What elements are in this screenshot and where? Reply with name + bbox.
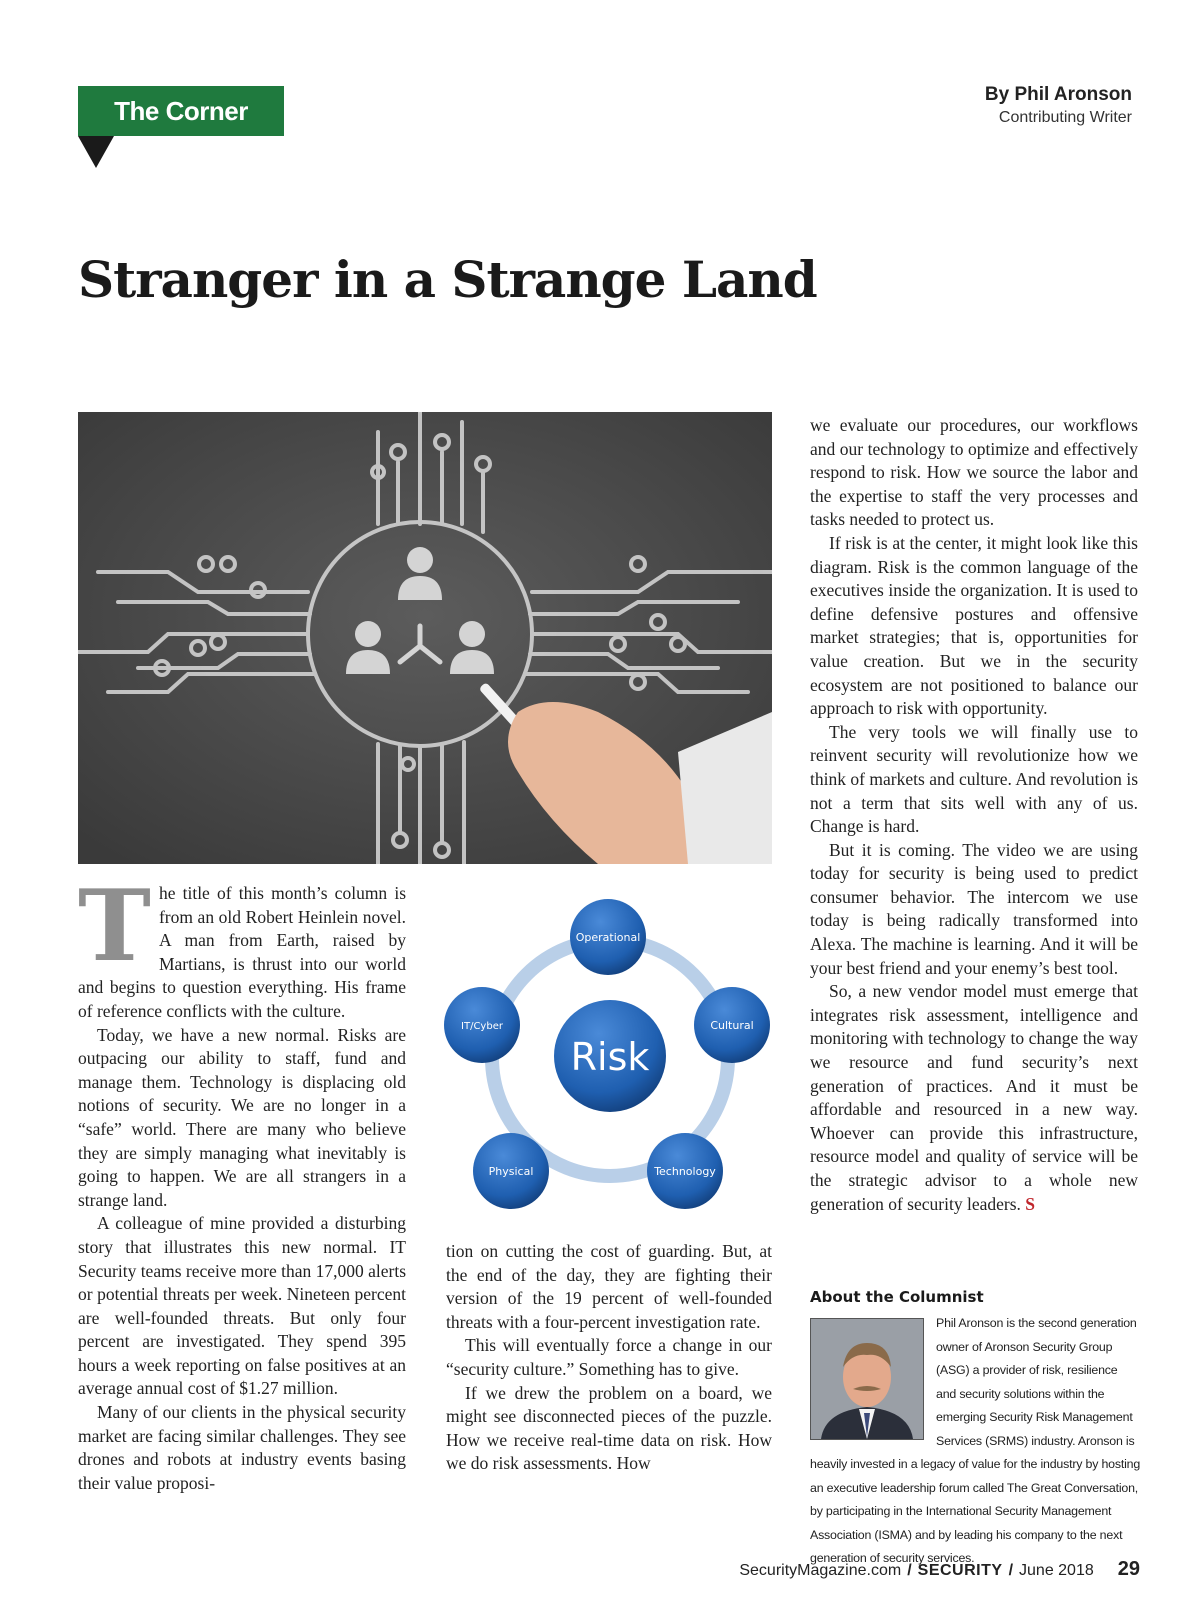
article-title: Stranger in a Strange Land — [78, 250, 817, 309]
footer-date: June 2018 — [1019, 1562, 1094, 1579]
footer-separator: / — [907, 1562, 912, 1579]
byline — [985, 84, 1132, 127]
paragraph: Many of our clients in the physical security market are facing similar challenges. They see drones and robots at industry events basing their value proposi- — [78, 1402, 406, 1493]
paragraph: tion on cutting the cost of guarding. But, at the end of the day, they are fighting their version of the 19 percent of well-founded threats with a four-percent investigation rate. — [446, 1241, 772, 1332]
paragraph: we evaluate our procedures, our workflows and our technology to optimize and effectively respond to risk. How we source the labor and the expertise to staff the very processes and tasks needed to protect us. — [810, 415, 1138, 530]
section-tab: The Corner Office — [78, 86, 284, 136]
hero-image — [78, 412, 772, 864]
footer-separator: / — [1008, 1562, 1014, 1579]
article-column-3 — [810, 414, 1138, 1216]
diagram-node-label: IT/Cyber — [461, 1021, 503, 1032]
article-column-2 — [446, 1240, 772, 1476]
paragraph: But it is coming. The video we are using today for security is being used to predict consumer behavior. The intercom we use today is being radically transformed into Alexa. The machine is learning. And it will be your best friend and your enemy’s best tool. — [810, 839, 1138, 978]
diagram-node-label: Operational — [575, 931, 641, 944]
columnist-photo — [810, 1318, 924, 1440]
about-columnist — [810, 1312, 1140, 1571]
paragraph: he title of this month’s column is from an old Robert Heinlein novel. A man from Earth, raised by Martians, is thrust into our world and begins to question everything. His frame of reference conflicts with the culture. — [78, 883, 406, 1021]
diagram-node-label: Technology — [654, 1165, 716, 1178]
page-footer — [739, 1558, 1140, 1581]
end-mark: S — [1025, 1193, 1035, 1214]
author-role: Contributing Writer — [998, 109, 1132, 126]
paragraph: Today, we have a new normal. Risks are outpacing our ability to staff, fund and manage them. Technology is displacing old notions of security. We are no longer in a “safe” world. There are many who believe they are simply managing what inevitably is going to happen. We are all strangers in a strange land. — [78, 1024, 406, 1210]
article-column-1 — [78, 869, 407, 1495]
paragraph: If risk is at the center, it might look like this diagram. Risk is the common language of the executives inside the organization. It is used to define defensive postures and offensive market strategies; that is, opportunities for value creation. But we in the security ecosystem are not positioned to balance our approach to risk with opportunity. — [810, 532, 1138, 719]
footer-magazine: SECURITY — [917, 1562, 1003, 1579]
diagram-center-label: Risk — [570, 1035, 650, 1079]
diagram-node-label: Cultural — [710, 1019, 754, 1032]
paragraph: If we drew the problem on a board, we might see disconnected pieces of the puzzle. How we receive real-time data on risk. How we do risk assessments. How — [446, 1382, 772, 1474]
risk-diagram — [430, 890, 790, 1230]
paragraph-text: So, a new vendor model must emerge that integrates risk assessment, intelligence and monitoring with technology to change the way we resource and fund security’s next generation of practices. And it must be affordable and resourced in a new way. Whoever can provide this infrastructure, resource model and quality of service will be the strategic advisor to a whole new generation of security leaders. — [810, 981, 1138, 1214]
drop-cap: T — [78, 869, 151, 984]
paragraph: The very tools we will finally use to reinvent security will revolutionize how we think of markets and culture. And revolution is not a term that sits well with any of us. Change is hard. — [810, 721, 1138, 837]
section-tab-pointer — [78, 136, 114, 168]
paragraph — [810, 980, 1138, 1216]
about-columnist-title: About the Columnist — [810, 1288, 984, 1306]
page-number: 29 — [1117, 1558, 1140, 1580]
footer-site: SecurityMagazine.com — [739, 1562, 902, 1579]
paragraph: This will eventually force a change in our “security culture.” Something has to give. — [446, 1335, 772, 1379]
paragraph: A colleague of mine provided a disturbing story that illustrates this new normal. IT Security teams receive more than 17,000 alerts or potential threats per week. Nineteen percent are well-founded threats. But only four percent are investigated. They spend 395 hours a week reporting on false positives at an average annual cost of $1.27 million. — [78, 1213, 407, 1399]
about-columnist-text: Phil Aronson is the second generation owner of Aronson Security Group (ASG) a provider of risk, resilience and security solutions within the emerging Security Risk Management Services (SRMS) industry. Aronson is heavily invested in a legacy of value for the industry by hosting an executive leadership forum called The Great Conversation, by participating in the International Security Management Association (ISMA) and by leading his company to the next generation of security services. — [810, 1316, 1141, 1565]
diagram-node-label: Physical — [488, 1165, 534, 1178]
author-name: By Phil Aronson — [984, 84, 1132, 105]
